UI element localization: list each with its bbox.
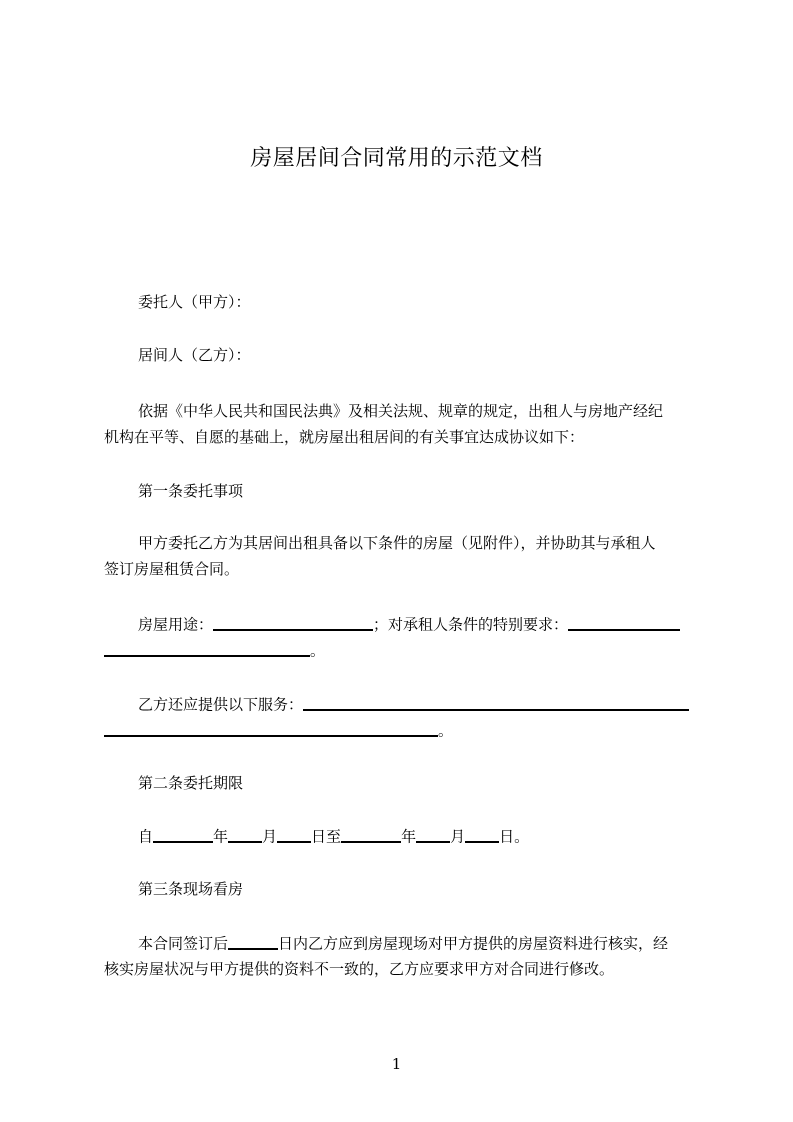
- article-2-title: 第二条委托期限: [138, 774, 244, 792]
- usage-label: 房屋用途：: [138, 615, 214, 634]
- end-day-label: 日: [499, 827, 515, 846]
- document-title: 房屋居间合同常用的示范文档: [250, 146, 543, 171]
- start-month-label: 月: [262, 827, 278, 846]
- usage-period: 。: [310, 641, 326, 660]
- article-3-line-1: [104, 932, 738, 953]
- intro-line-1: 依据《中华人民共和国民法典》及相关法规、规章的规定，出租人与房地产经纪: [138, 402, 664, 420]
- article-1-line-1: 甲方委托乙方为其居间出租具备以下条件的房屋（见附件），并协助其与承租人: [138, 534, 656, 552]
- tenant-requirements-label: ；对承租人条件的特别要求：: [373, 615, 569, 634]
- article-3-title: 第三条现场看房: [138, 880, 244, 898]
- usage-line: [104, 613, 738, 634]
- start-year-label: 年: [213, 827, 229, 846]
- end-month-blank[interactable]: [416, 827, 450, 843]
- article-1-line-2: 签订房屋租赁合同。: [104, 560, 240, 578]
- start-year-blank[interactable]: [153, 827, 213, 843]
- services-label: 乙方还应提供以下服务：: [138, 695, 304, 714]
- article-3-prefix: 本合同签订后: [138, 934, 229, 953]
- services-blank-2[interactable]: [104, 721, 438, 737]
- term-period: 。: [514, 827, 530, 846]
- inspection-days-blank[interactable]: [228, 934, 278, 950]
- tenant-requirements-blank-2[interactable]: [104, 641, 310, 657]
- date-to-label: 日至: [311, 827, 342, 846]
- intro-line-2: 机构在平等、自愿的基础上，就房屋出租居间的有关事宜达成协议如下：: [104, 428, 585, 446]
- end-year-blank[interactable]: [341, 827, 401, 843]
- article-1-title: 第一条委托事项: [138, 482, 244, 500]
- end-day-blank[interactable]: [465, 827, 499, 843]
- start-month-blank[interactable]: [228, 827, 262, 843]
- tenant-requirements-blank-1[interactable]: [568, 615, 680, 631]
- party-b-label: 居间人（乙方）：: [138, 346, 251, 364]
- start-day-blank[interactable]: [277, 827, 311, 843]
- term-dates-line: [104, 825, 738, 846]
- end-month-label: 月: [450, 827, 466, 846]
- services-blank-1[interactable]: [303, 695, 689, 711]
- end-year-label: 年: [401, 827, 417, 846]
- date-from-label: 自: [138, 827, 154, 846]
- party-a-label: 委托人（甲方）：: [138, 293, 251, 311]
- page-number: 1: [391, 1055, 402, 1073]
- services-period: 。: [438, 721, 454, 740]
- article-3-line-1-rest: 日内乙方应到房屋现场对甲方提供的房屋资料进行核实，经: [278, 934, 669, 953]
- services-line-2: [104, 719, 704, 740]
- services-line: [104, 693, 738, 714]
- usage-line-2: [104, 639, 704, 660]
- article-3-line-2: 核实房屋状况与甲方提供的资料不一致的，乙方应要求甲方对合同进行修改。: [104, 960, 615, 978]
- usage-blank[interactable]: [213, 615, 373, 631]
